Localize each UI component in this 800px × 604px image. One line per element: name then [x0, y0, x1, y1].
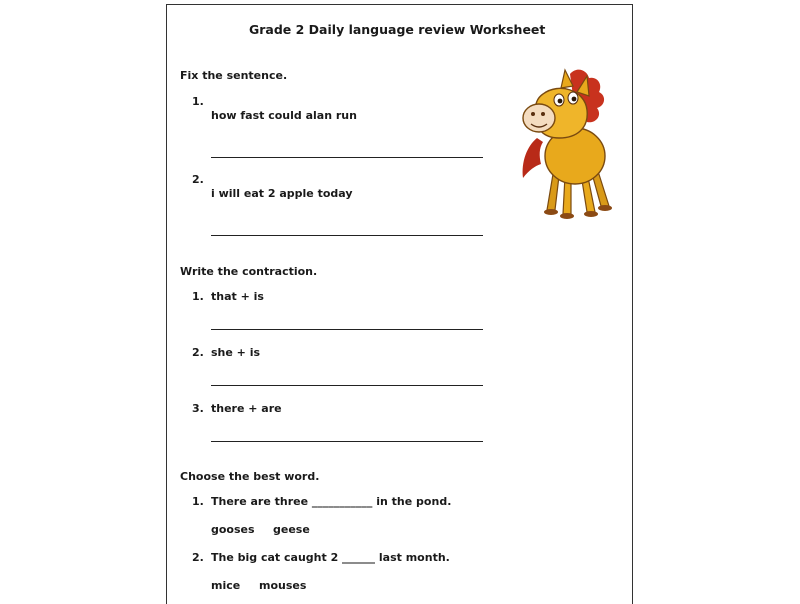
answer-line[interactable]	[211, 157, 483, 158]
choose-word-heading: Choose the best word.	[180, 470, 320, 483]
choose-item-2-number: 2.	[192, 551, 204, 564]
contraction-item-3-text: there + are	[211, 402, 282, 415]
contraction-heading: Write the contraction.	[180, 265, 318, 278]
choose-item-2-text: The big cat caught 2 ______ last month.	[211, 551, 450, 564]
choose-item-1-number: 1.	[192, 495, 204, 508]
worksheet-title: Grade 2 Daily language review Worksheet	[249, 22, 546, 37]
choose-item-2-option-1[interactable]: mice	[211, 579, 241, 592]
choose-item-1-text: There are three ___________ in the pond.	[211, 495, 452, 508]
fix-item-1-number: 1.	[192, 95, 204, 108]
contraction-item-1-number: 1.	[192, 290, 204, 303]
contraction-item-2-number: 2.	[192, 346, 204, 359]
contraction-item-3-number: 3.	[192, 402, 204, 415]
answer-line[interactable]	[211, 235, 483, 236]
choose-item-1-option-2[interactable]: geese	[273, 523, 310, 536]
choose-item-2-option-2[interactable]: mouses	[259, 579, 307, 592]
contraction-item-2-text: she + is	[211, 346, 261, 359]
fix-item-2-number: 2.	[192, 173, 204, 186]
fix-item-1-text: how fast could alan run	[211, 109, 357, 122]
answer-line[interactable]	[211, 441, 483, 442]
contraction-item-1-text: that + is	[211, 290, 264, 303]
fix-sentence-heading: Fix the sentence.	[180, 69, 288, 82]
answer-line[interactable]	[211, 329, 483, 330]
fix-item-2-text: i will eat 2 apple today	[211, 187, 353, 200]
horse-illustration	[515, 66, 620, 228]
answer-line[interactable]	[211, 385, 483, 386]
choose-item-1-option-1[interactable]: gooses	[211, 523, 255, 536]
